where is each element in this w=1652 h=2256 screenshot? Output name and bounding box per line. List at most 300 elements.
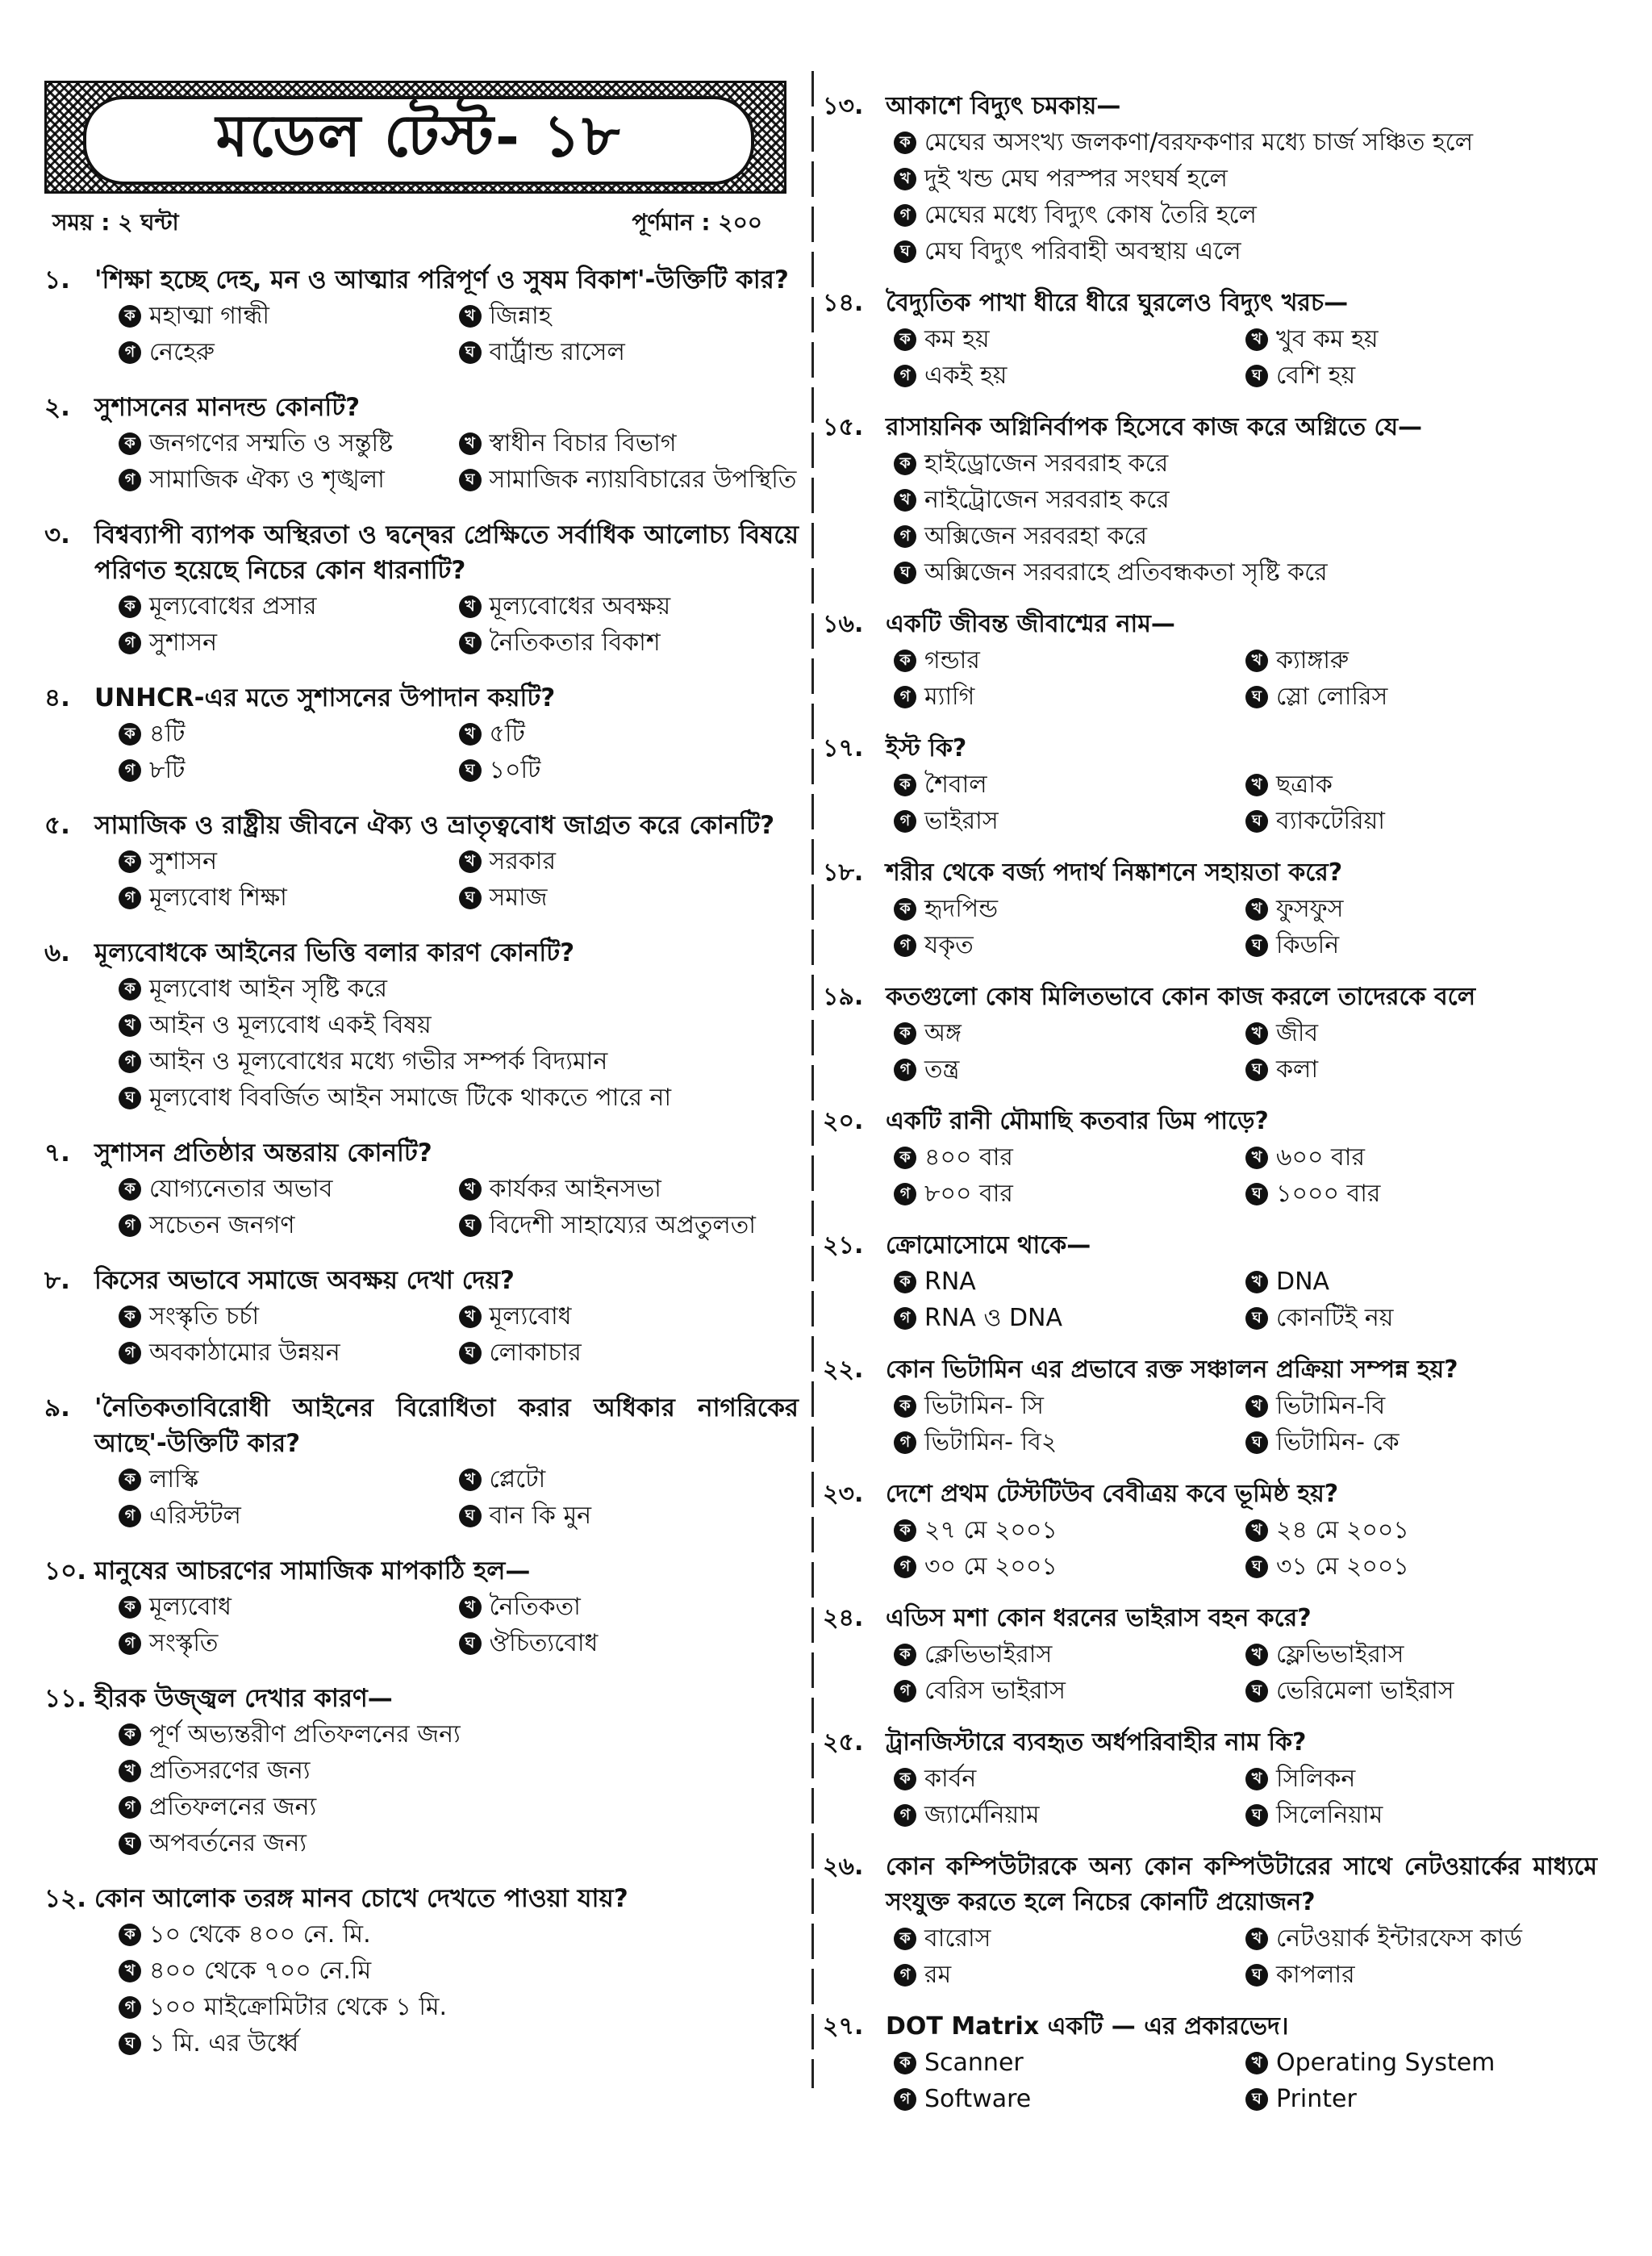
option-list — [894, 124, 1597, 269]
answer-option — [459, 879, 799, 916]
question-number: ২০. — [823, 1107, 864, 1135]
option-marker: গ — [894, 810, 916, 833]
question-header — [823, 286, 1597, 321]
option-text: সুশাসন — [149, 629, 217, 657]
option-text: অক্সিজেন সরবরহা করে — [924, 522, 1148, 550]
option-list — [119, 1589, 799, 1661]
option-marker: খ — [119, 1960, 141, 1982]
option-marker: ঘ — [459, 1342, 482, 1364]
option-marker: ঘ — [119, 1832, 141, 1855]
option-text: ভিটামিন-বি — [1276, 1392, 1386, 1420]
option-marker: গ — [119, 469, 141, 491]
option-text: বেরিস ভাইরাস — [924, 1677, 1066, 1705]
option-text: ১০টি — [489, 756, 541, 784]
answer-option — [119, 971, 799, 1007]
answer-option — [1245, 1388, 1597, 1424]
answer-option — [894, 233, 1597, 269]
option-marker: ক — [119, 1924, 141, 1946]
question-header — [44, 1263, 799, 1298]
option-text: সচেতন জনগণ — [149, 1211, 295, 1239]
option-text: মূল্যবোধের প্রসার — [149, 592, 317, 620]
question-item — [44, 1881, 799, 2062]
question-item — [44, 1390, 799, 1534]
answer-option — [459, 716, 799, 752]
option-marker: গ — [894, 2088, 916, 2111]
question-header — [44, 1390, 799, 1461]
option-marker: গ — [894, 1680, 916, 1702]
option-list — [894, 1388, 1597, 1460]
option-text: জনগণের সম্মতি ও সন্তুষ্টি — [149, 429, 394, 457]
question-header — [44, 808, 799, 843]
answer-option — [459, 843, 799, 879]
answer-option — [119, 1789, 799, 1825]
option-marker: গ — [894, 1431, 916, 1454]
option-text: ৩০ মে ২০০১ — [924, 1552, 1058, 1581]
question-number: ২৩. — [823, 1480, 864, 1508]
answer-option — [119, 298, 459, 334]
option-marker: ক — [119, 1723, 141, 1746]
option-text: সংস্কৃতি চর্চা — [149, 1302, 260, 1331]
option-text: সিলিকন — [1276, 1765, 1356, 1793]
answer-option — [894, 1673, 1245, 1709]
question-text: DOT Matrix একটি — এর প্রকারভেদ। — [886, 2012, 1289, 2041]
question-text: 'নৈতিকতাবিরোধী আইনের বিরোধিতা করার অধিকার নাগরিকের আছে'-উক্তিটি কার? — [94, 1393, 799, 1458]
option-text: ১০০ মাইক্রোমিটার থেকে ১ মি. — [149, 1993, 448, 2021]
question-text: UNHCR-এর মতে সুশাসনের উপাদান কয়টি? — [94, 683, 556, 712]
question-item — [44, 1135, 799, 1243]
option-text: লাস্কি — [149, 1465, 199, 1494]
answer-option — [459, 1335, 799, 1371]
answer-option — [1245, 1139, 1597, 1176]
answer-option — [119, 462, 459, 498]
option-list — [894, 642, 1597, 715]
answer-option — [119, 1080, 799, 1116]
option-text: RNA ও DNA — [924, 1304, 1063, 1332]
option-marker: ঘ — [1245, 1680, 1268, 1702]
option-marker: গ — [119, 1796, 141, 1819]
answer-option — [894, 2081, 1245, 2117]
question-text: দেশে প্রথম টেস্টটিউব বেবীত্রয় কবে ভূমিষ্ঠ হয়? — [886, 1480, 1339, 1508]
option-text: Operating System — [1276, 2049, 1496, 2077]
option-marker: খ — [459, 1178, 482, 1201]
answer-option — [119, 1207, 459, 1243]
answer-option — [1245, 1300, 1597, 1336]
option-marker: ক — [119, 723, 141, 746]
option-marker: ক — [119, 595, 141, 618]
question-item — [44, 262, 799, 370]
question-text: কোন আলোক তরঙ্গ মানব চোখে দেখতে পাওয়া যায়? — [94, 1884, 628, 1913]
option-text: পূর্ণ অভ্যন্তরীণ প্রতিফলনের জন্য — [149, 1720, 461, 1748]
question-item — [44, 935, 799, 1116]
answer-option — [894, 642, 1245, 679]
question-text: সুশাসনের মানদন্ড কোনটি? — [94, 393, 361, 422]
option-text: ৮০০ বার — [924, 1180, 1013, 1208]
option-marker: ক — [894, 1147, 916, 1169]
question-item — [823, 410, 1597, 591]
option-list — [894, 1761, 1597, 1833]
question-item — [44, 390, 799, 498]
option-text: ফুসফুস — [1276, 895, 1344, 923]
option-marker: খ — [119, 1014, 141, 1037]
answer-option — [1245, 1957, 1597, 1993]
option-text: মেঘ বিদ্যুৎ পরিবাহী অবস্থায় এলে — [924, 237, 1241, 265]
option-marker: ঘ — [1245, 1556, 1268, 1578]
option-marker: খ — [1245, 1519, 1268, 1542]
option-text: জিন্নাহ — [489, 302, 552, 330]
question-item — [44, 1263, 799, 1371]
answer-option — [894, 1300, 1245, 1336]
option-marker: গ — [119, 1342, 141, 1364]
answer-option — [894, 161, 1597, 197]
answer-option — [119, 588, 459, 625]
question-number: ১. — [44, 265, 70, 295]
option-marker: ক — [119, 978, 141, 1001]
option-marker: ঘ — [459, 341, 482, 364]
question-number: ২১. — [823, 1231, 864, 1260]
option-text: সরকার — [489, 847, 557, 875]
option-marker: ক — [119, 432, 141, 455]
question-text: আকাশে বিদ্যুৎ চমকায়— — [886, 92, 1121, 120]
option-list — [119, 298, 799, 370]
answer-option — [1245, 803, 1597, 839]
question-number: ১৯. — [823, 983, 864, 1011]
option-marker: ক — [119, 1306, 141, 1328]
question-number: ২২. — [823, 1356, 864, 1384]
question-header — [44, 680, 799, 716]
option-text: কোনটিই নয় — [1276, 1304, 1394, 1332]
option-text: অঙ্গ — [924, 1019, 962, 1047]
option-marker: ক — [894, 2052, 916, 2074]
option-text: ৮টি — [149, 756, 186, 784]
question-number: ৯. — [44, 1393, 70, 1423]
option-list — [119, 843, 799, 916]
option-marker: ক — [894, 1395, 916, 1418]
answer-option — [119, 1007, 799, 1043]
option-text: প্লেটো — [489, 1465, 546, 1494]
option-marker: খ — [1245, 1928, 1268, 1950]
option-text: শৈবাল — [924, 771, 987, 799]
answer-option — [894, 1015, 1245, 1051]
option-marker: ঘ — [459, 632, 482, 654]
question-header — [823, 1104, 1597, 1139]
answer-option — [894, 2045, 1245, 2081]
option-marker: খ — [459, 1468, 482, 1491]
question-number: ৫. — [44, 811, 70, 840]
option-text: প্রতিসরণের জন্য — [149, 1757, 311, 1785]
answer-option — [1245, 1636, 1597, 1673]
answer-option — [119, 1825, 799, 1861]
option-marker: গ — [119, 632, 141, 654]
option-text: ২৪ মে ২০০১ — [1276, 1516, 1409, 1544]
option-text: ১০০০ বার — [1276, 1180, 1381, 1208]
option-marker: খ — [1245, 1271, 1268, 1293]
option-text: ফ্লেভিভাইরাস — [1276, 1640, 1404, 1669]
option-text: সামাজিক ঐক্য ও শৃঙ্খলা — [149, 466, 385, 494]
answer-option — [1245, 927, 1597, 963]
option-list — [119, 716, 799, 788]
option-text: বেশি হয় — [1276, 361, 1356, 390]
option-marker: খ — [1245, 774, 1268, 796]
option-marker: ক — [894, 1519, 916, 1542]
question-header — [823, 410, 1597, 445]
answer-option — [459, 425, 799, 462]
answer-option — [459, 1298, 799, 1335]
answer-option — [1245, 1673, 1597, 1709]
option-marker: খ — [894, 489, 916, 512]
question-text: মূল্যবোধকে আইনের ভিত্তি বলার কারণ কোনটি? — [94, 938, 575, 967]
option-text: অক্সিজেন সরবরাহে প্রতিবন্ধকতা সৃষ্টি করে — [924, 558, 1328, 587]
option-text: কিডনি — [1276, 931, 1340, 959]
left-column — [44, 81, 799, 2062]
option-marker: ঘ — [1245, 1307, 1268, 1330]
answer-option — [1245, 1797, 1597, 1833]
option-marker: ঘ — [459, 469, 482, 491]
option-text: মেঘের মধ্যে বিদ্যুৎ কোষ তৈরি হলে — [924, 201, 1257, 229]
option-marker: খ — [459, 432, 482, 455]
answer-option — [459, 752, 799, 788]
option-marker: ঘ — [459, 1214, 482, 1237]
option-marker: ঘ — [459, 759, 482, 782]
answer-option — [119, 334, 459, 370]
option-marker: গ — [894, 365, 916, 387]
option-text: ম্যাগি — [924, 683, 975, 711]
option-text: সুশাসন — [149, 847, 217, 875]
option-text: নৈতিকতা — [489, 1593, 581, 1621]
question-number: ১৮. — [823, 859, 864, 887]
option-marker: গ — [894, 1307, 916, 1330]
answer-option — [1245, 2045, 1597, 2081]
option-text: জীব — [1276, 1019, 1319, 1047]
question-item — [823, 1104, 1597, 1212]
option-list — [119, 1171, 799, 1243]
answer-option — [1245, 321, 1597, 357]
question-number: ২৫. — [823, 1728, 864, 1757]
option-marker: ঘ — [1245, 934, 1268, 957]
answer-option — [1245, 357, 1597, 394]
question-item — [823, 855, 1597, 963]
option-text: জ্যার্মেনিয়াম — [924, 1801, 1040, 1829]
right-column — [823, 89, 1597, 2117]
option-text: ভিটামিন- কে — [1276, 1428, 1400, 1456]
column-divider — [811, 71, 814, 2088]
option-text: মূল্যবোধ আইন সৃষ্টি করে — [149, 975, 388, 1003]
question-text: কোন ভিটামিন এর প্রভাবে রক্ত সঞ্চালন প্রক্রিয়া সম্পন্ন হয়? — [886, 1356, 1458, 1384]
option-marker: গ — [119, 1632, 141, 1655]
question-header — [823, 1352, 1597, 1388]
question-text: কিসের অভাবে সমাজে অবক্ষয় দেখা দেয়? — [94, 1266, 515, 1295]
option-marker: গ — [119, 759, 141, 782]
option-marker: ক — [894, 1768, 916, 1790]
question-item — [823, 1352, 1597, 1460]
question-item — [823, 2009, 1597, 2117]
answer-option — [119, 1043, 799, 1080]
question-header — [44, 1681, 799, 1716]
answer-option — [1245, 1920, 1597, 1957]
option-text: একই হয় — [924, 361, 1007, 390]
option-list — [894, 1512, 1597, 1585]
option-text: মূল্যবোধ বিবর্জিত আইন সমাজে টিকে থাকতে পারে না — [149, 1084, 672, 1112]
option-text: ৫টি — [489, 720, 525, 748]
question-number: ১৬. — [823, 610, 864, 638]
question-text: বৈদ্যুতিক পাখা ধীরে ধীরে ঘুরলেও বিদ্যুৎ খরচ— — [886, 289, 1349, 317]
question-header — [44, 1135, 799, 1171]
answer-option — [1245, 891, 1597, 927]
option-text: ৪০০ থেকে ৭০০ নে.মি — [149, 1957, 372, 1985]
answer-option — [894, 767, 1245, 803]
option-marker: খ — [119, 1760, 141, 1782]
option-marker: ঘ — [119, 2032, 141, 2055]
option-marker: ঘ — [1245, 810, 1268, 833]
answer-option — [119, 1916, 799, 1953]
question-item — [44, 517, 799, 661]
answer-option — [119, 752, 459, 788]
option-marker: গ — [119, 1214, 141, 1237]
option-text: তন্ত্র — [924, 1055, 960, 1084]
answer-option — [894, 482, 1597, 518]
option-marker: ক — [894, 898, 916, 921]
exam-meta — [44, 205, 770, 243]
option-marker: গ — [894, 204, 916, 227]
question-text: সুশাসন প্রতিষ্ঠার অন্তরায় কোনটি? — [94, 1138, 432, 1168]
question-header — [823, 1477, 1597, 1512]
option-text: মূল্যবোধ — [489, 1302, 572, 1331]
answer-option — [459, 1207, 799, 1243]
option-marker: ঘ — [459, 1632, 482, 1655]
option-marker: ঘ — [1245, 365, 1268, 387]
option-marker: ঘ — [1245, 686, 1268, 708]
option-marker: খ — [459, 1596, 482, 1619]
question-text: ইস্ট কি? — [886, 734, 967, 762]
answer-option — [894, 1051, 1245, 1088]
option-list — [894, 1920, 1597, 1993]
option-text: ছত্রাক — [1276, 771, 1333, 799]
option-text: ১০ থেকে ৪০০ নে. মি. — [149, 1920, 371, 1949]
question-number: ১৫. — [823, 413, 864, 441]
answer-option — [894, 518, 1597, 554]
option-marker: ঘ — [459, 1505, 482, 1527]
option-text: ঔচিত্যবোধ — [489, 1629, 599, 1657]
option-marker: ঘ — [119, 1087, 141, 1109]
option-marker: ঘ — [1245, 1964, 1268, 1987]
question-number: ১০. — [44, 1556, 87, 1585]
answer-option — [1245, 1051, 1597, 1088]
answer-option — [894, 1264, 1245, 1300]
option-marker: গ — [119, 341, 141, 364]
question-text: বিশ্বব্যাপী ব্যাপক অস্থিরতা ও দ্বন্দ্বের প্রেক্ষিতে সর্বাধিক আলোচ্য বিষয়ে পরিণত হয়েছে নিচের কোন ধারনাটি? — [94, 520, 799, 585]
option-marker: গ — [894, 1556, 916, 1578]
exam-time: সময় : ২ ঘন্টা — [52, 209, 179, 236]
question-item — [823, 1228, 1597, 1336]
option-text: যকৃত — [924, 931, 974, 959]
option-text: ক্যাঙ্গারু — [1276, 646, 1350, 675]
answer-option — [119, 1716, 799, 1753]
answer-option — [119, 843, 459, 879]
option-marker: ক — [119, 1596, 141, 1619]
answer-option — [119, 1589, 459, 1625]
option-text: মহাত্মা গান্ধী — [149, 302, 269, 330]
option-text: স্লো লোরিস — [1276, 683, 1388, 711]
option-marker: গ — [119, 1051, 141, 1073]
option-marker: গ — [119, 1505, 141, 1527]
option-marker: খ — [459, 595, 482, 618]
question-header — [823, 855, 1597, 891]
option-text: বিদেশী সাহায্যের অপ্রতুলতা — [489, 1211, 756, 1239]
option-marker: ক — [894, 1644, 916, 1666]
option-text: সিলেনিয়াম — [1276, 1801, 1383, 1829]
question-item — [44, 1553, 799, 1661]
question-header — [823, 1228, 1597, 1264]
option-marker: খ — [1245, 2052, 1268, 2074]
question-header — [823, 1725, 1597, 1761]
option-text: নৈতিকতার বিকাশ — [489, 629, 661, 657]
option-marker: গ — [894, 1964, 916, 1987]
answer-option — [119, 1498, 459, 1534]
question-item — [823, 1477, 1597, 1585]
question-header — [823, 980, 1597, 1015]
question-text: 'শিক্ষা হচ্ছে দেহ, মন ও আত্মার পরিপূর্ণ ও সুষম বিকাশ'-উক্তিটি কার? — [94, 265, 789, 295]
option-list — [119, 1461, 799, 1534]
question-text: হীরক উজ্জ্বল দেখার কারণ— — [94, 1684, 393, 1713]
answer-option — [894, 1139, 1245, 1176]
option-text: ২৭ মে ২০০১ — [924, 1516, 1058, 1544]
option-text: খুব কম হয় — [1276, 325, 1379, 353]
option-marker: খ — [1245, 1395, 1268, 1418]
question-number: ২. — [44, 393, 70, 422]
option-list — [894, 1636, 1597, 1709]
option-marker: খ — [894, 168, 916, 190]
option-list — [119, 588, 799, 661]
option-marker: ঘ — [459, 887, 482, 909]
answer-option — [1245, 1512, 1597, 1548]
answer-option — [1245, 1015, 1597, 1051]
answer-option — [1245, 642, 1597, 679]
answer-option — [894, 445, 1597, 482]
question-header — [44, 935, 799, 971]
answer-option — [894, 124, 1597, 161]
option-marker: ক — [894, 1928, 916, 1950]
answer-option — [459, 1498, 799, 1534]
option-text: এরিস্টটল — [149, 1502, 241, 1530]
question-number: ১৩. — [823, 92, 864, 120]
answer-option — [1245, 679, 1597, 715]
answer-option — [459, 1171, 799, 1207]
answer-option — [459, 625, 799, 661]
answer-option — [119, 425, 459, 462]
option-text: মেঘের অসংখ্য জলকণা/বরফকণার মধ্যে চার্জ সঞ্চিত হলে — [924, 128, 1474, 157]
option-text: সামাজিক ন্যায়বিচারের উপস্থিতি — [489, 466, 797, 494]
option-text: RNA — [924, 1268, 976, 1296]
question-text: কোন কম্পিউটারকে অন্য কোন কম্পিউটারের সাথে নেটওয়ার্কের মাধ্যমে সংযুক্ত করতে হলে নিচের কোনটি প্রয়োজন? — [886, 1853, 1597, 1916]
answer-option — [119, 716, 459, 752]
option-text: নেহেরু — [149, 338, 215, 366]
answer-option — [459, 588, 799, 625]
answer-option — [119, 2025, 799, 2062]
answer-option — [1245, 1761, 1597, 1797]
question-header — [44, 1881, 799, 1916]
option-marker: ক — [894, 650, 916, 672]
option-text: ব্যাকটেরিয়া — [1276, 807, 1385, 835]
option-list — [119, 1298, 799, 1371]
option-text: মূল্যবোধ শিক্ষা — [149, 884, 287, 912]
option-list — [894, 2045, 1597, 2117]
title-banner — [44, 81, 786, 194]
option-text: হৃদপিন্ড — [924, 895, 999, 923]
option-marker: ক — [119, 1468, 141, 1491]
option-text: ৪০০ বার — [924, 1143, 1013, 1172]
question-number: ২৭. — [823, 2012, 864, 2041]
option-marker: গ — [894, 934, 916, 957]
answer-option — [894, 357, 1245, 394]
